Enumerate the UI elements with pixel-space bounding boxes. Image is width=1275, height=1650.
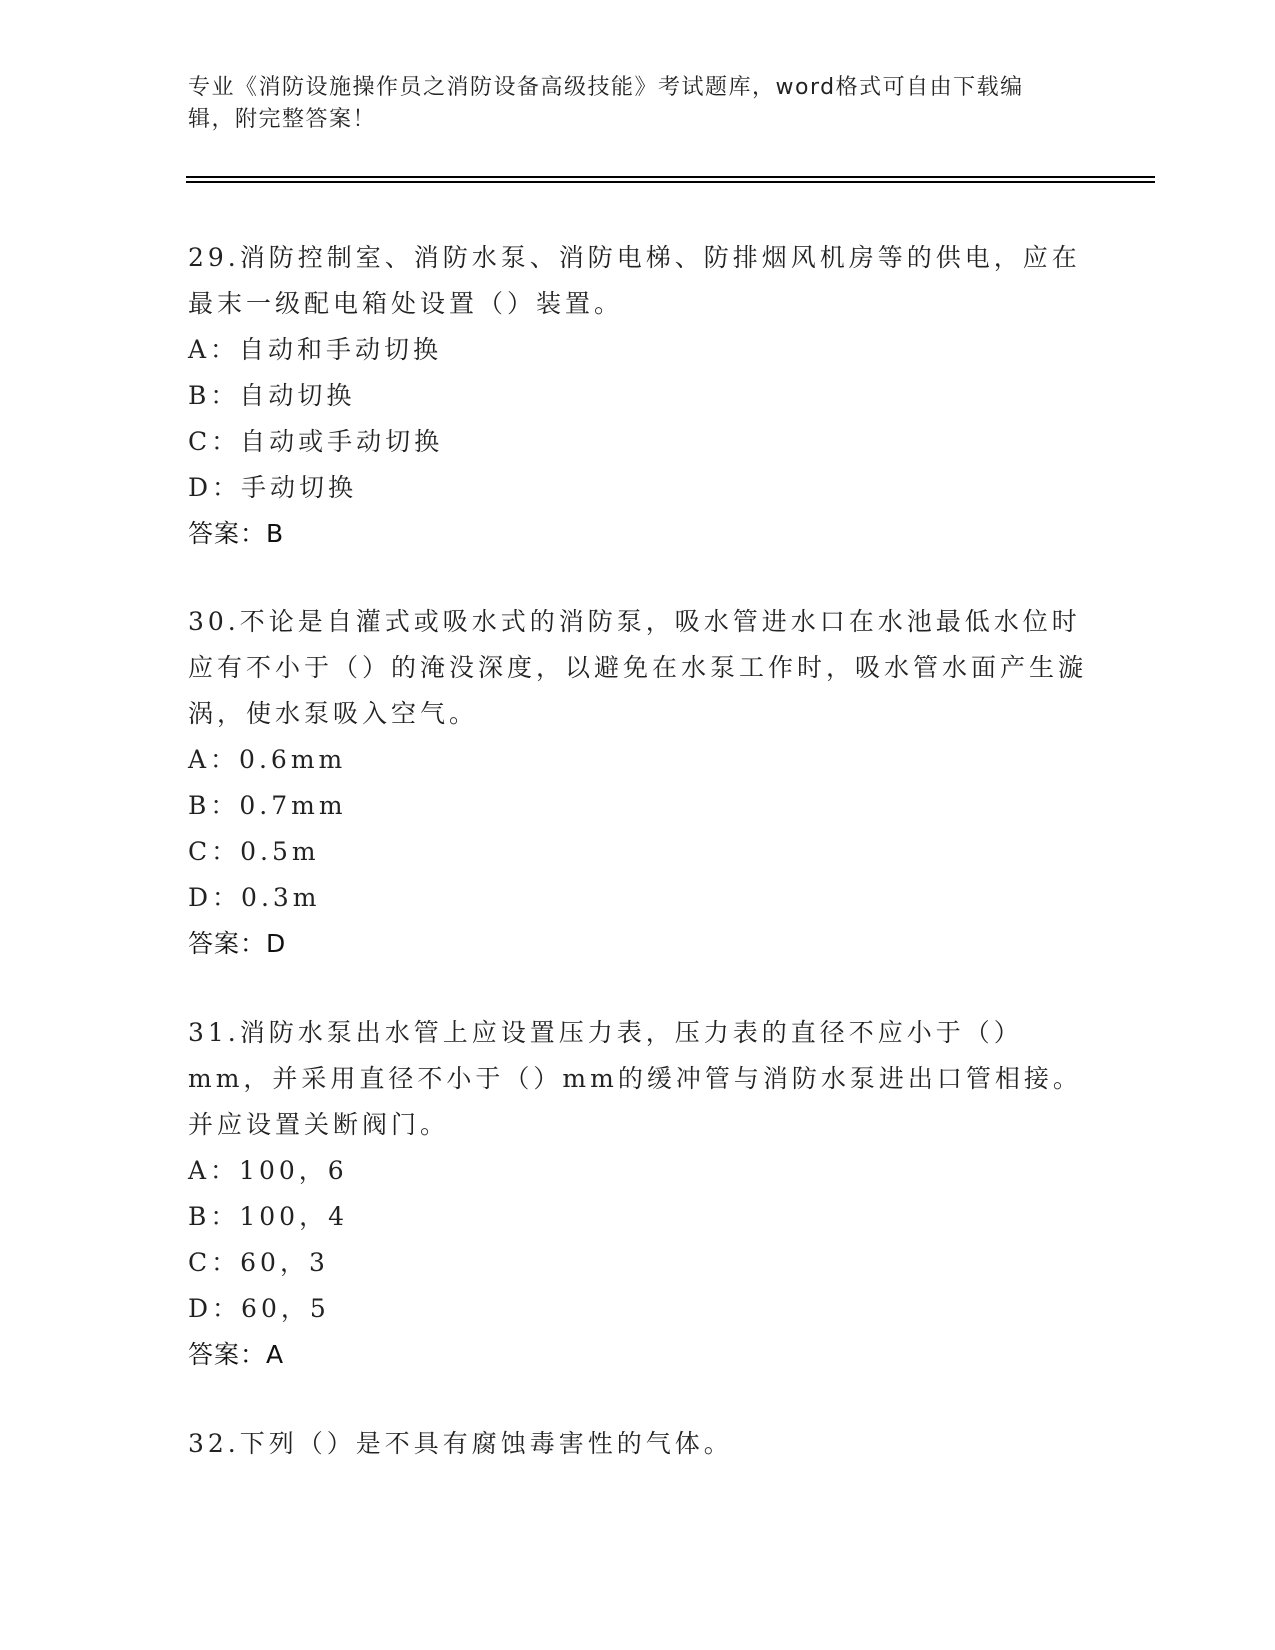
option-b: B：自动切换 (188, 381, 356, 410)
option-a: A：自动和手动切换 (188, 335, 443, 364)
option-d: D：60，5 (188, 1294, 330, 1323)
question-31 (188, 1010, 1088, 1378)
document-header: 专业《消防设施操作员之消防设备高级技能》考试题库，word格式可自由下载编辑，附完整答案！ (188, 75, 1024, 132)
option-c: C：0.5m (188, 837, 320, 866)
header-divider-top (186, 176, 1155, 178)
option-d: D：手动切换 (188, 473, 358, 502)
question-32 (188, 1421, 1088, 1467)
question-stem: 31.消防水泵出水管上应设置压力表，压力表的直径不应小于（）mm，并采用直径不小于（）mm的缓冲管与消防水泵进出口管相接。并应设置关断阀门。 (188, 1018, 1082, 1139)
option-a: A：0.6mm (188, 745, 347, 774)
option-a: A：100，6 (188, 1156, 348, 1185)
option-c: C：60，3 (188, 1248, 329, 1277)
answer: 答案：D (188, 929, 287, 958)
question-stem: 30.不论是自灌式或吸水式的消防泵，吸水管进水口在水池最低水位时应有不小于（）的淹没深度，以避免在水泵工作时，吸水管水面产生漩涡，使水泵吸入空气。 (188, 607, 1088, 728)
answer: 答案：A (188, 1340, 285, 1369)
option-b: B：100，4 (188, 1202, 348, 1231)
option-d: D：0.3m (188, 883, 321, 912)
question-stem: 29.消防控制室、消防水泵、消防电梯、防排烟风机房等的供电，应在最末一级配电箱处设置（）装置。 (188, 243, 1081, 318)
question-stem: 32.下列（）是不具有腐蚀毒害性的气体。 (188, 1429, 733, 1458)
header-divider-bottom (186, 181, 1155, 183)
option-c: C：自动或手动切换 (188, 427, 444, 456)
option-b: B：0.7mm (188, 791, 347, 820)
answer: 答案：B (188, 519, 285, 548)
question-30 (188, 599, 1088, 967)
question-29 (188, 235, 1088, 557)
